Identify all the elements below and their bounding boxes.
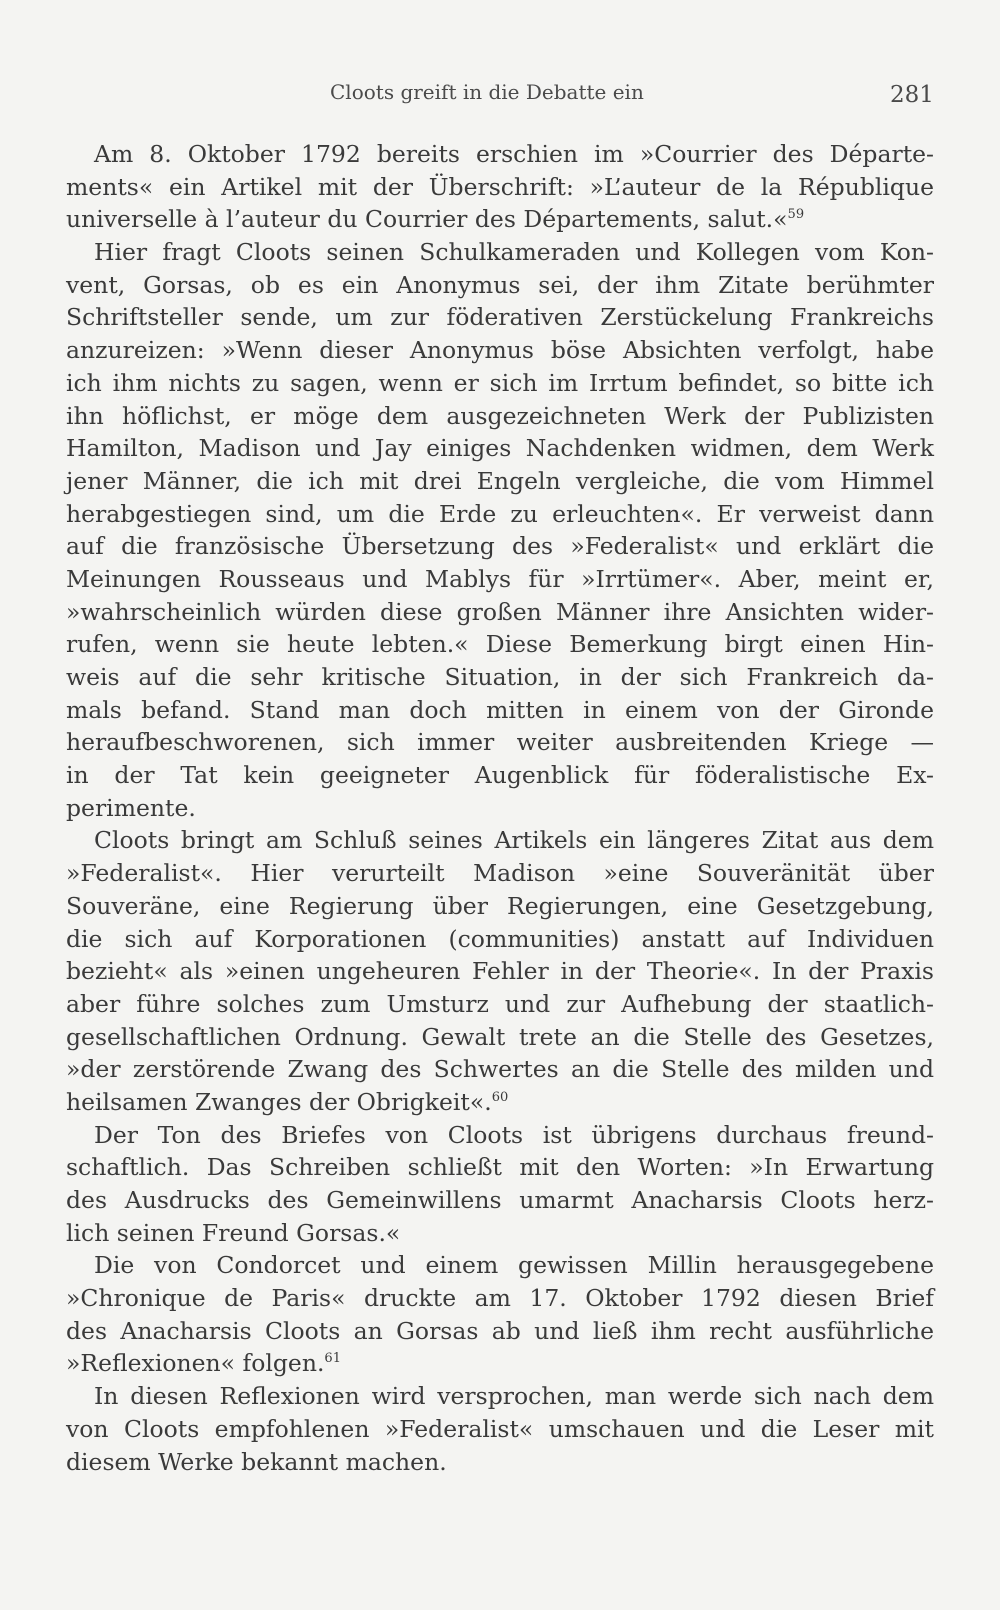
text-line-content: Schriftsteller sende, um zur föderativen Zerstückelung Frankreichs — [66, 303, 934, 332]
text-line — [66, 694, 934, 727]
text-line — [66, 334, 934, 367]
text-line — [66, 563, 934, 596]
text-line — [66, 759, 934, 792]
text-line-content: herabgestiegen sind, um die Erde zu erleuchten«. Er verweist dann — [66, 499, 934, 528]
text-line-content: »Reflexionen« folgen. — [66, 1349, 325, 1378]
text-line-content: mals befand. Stand man doch mitten in einem von der Gironde — [66, 695, 934, 724]
text-line — [66, 628, 934, 661]
text-line-content: universelle à l’auteur du Courrier des Départements, salut.« — [66, 205, 788, 234]
text-line-content: »der zerstörende Zwang des Schwertes an die Stelle des milden und — [66, 1055, 934, 1084]
text-line — [66, 498, 934, 531]
text-line — [66, 1086, 934, 1119]
text-line-content: Die von Condorcet und einem gewissen Millin herausgegebene — [94, 1251, 934, 1280]
text-line-content: Hier fragt Cloots seinen Schulkameraden und Kollegen vom Kon- — [94, 238, 934, 267]
text-line-content: von Cloots empfohlenen »Federalist« umschauen und die Leser mit — [66, 1414, 934, 1443]
text-line — [66, 1184, 934, 1217]
footnote-marker: 61 — [324, 1351, 341, 1367]
body-text — [66, 138, 934, 1478]
running-title: Cloots greift in die Debatte ein — [330, 80, 644, 104]
text-line-content: in der Tat kein geeigneter Augenblick für föderalistische Ex- — [66, 761, 934, 790]
text-line-content: schaftlich. Das Schreiben schließt mit den Worten: »In Erwartung — [66, 1153, 934, 1182]
text-line — [66, 890, 934, 923]
text-line-content: rufen, wenn sie heute lebten.« Diese Bemerkung birgt einen Hin- — [66, 630, 934, 659]
text-line-content: bezieht« als »einen ungeheuren Fehler in der Theorie«. In der Praxis — [66, 957, 934, 986]
text-line-content: heilsamen Zwanges der Obrigkeit«. — [66, 1087, 492, 1116]
text-line — [66, 138, 934, 171]
text-line-content: des Ausdrucks des Gemeinwillens umarmt Anacharsis Cloots herz- — [66, 1186, 934, 1214]
text-line — [66, 726, 934, 759]
text-line — [66, 661, 934, 694]
text-line-content: In diesen Reflexionen wird versprochen, man werde sich nach dem — [94, 1382, 934, 1411]
text-line — [66, 1380, 934, 1413]
text-line-content: lich seinen Freund Gorsas.« — [66, 1218, 401, 1247]
text-line-content: gesellschaftlichen Ordnung. Gewalt trete an die Stelle des Gesetzes, — [66, 1022, 934, 1051]
text-line — [66, 465, 934, 498]
text-line — [66, 203, 934, 236]
footnote-marker: 60 — [491, 1089, 509, 1105]
text-line-content: »wahrscheinlich würden diese großen Männer ihre Ansichten wider- — [66, 597, 934, 626]
text-line — [66, 432, 934, 465]
text-line-content: Hamilton, Madison und Jay einiges Nachdenken widmen, dem Werk — [66, 434, 934, 463]
text-line-content: anzureizen: »Wenn dieser Anonymus böse Absichten verfolgt, habe — [66, 336, 934, 365]
text-line-content: Meinungen Rousseaus und Mablys für »Irrtümer«. Aber, meint er, — [66, 564, 934, 593]
text-line-content: perimente. — [66, 793, 196, 822]
text-line — [66, 596, 934, 629]
text-line-content: Am 8. Oktober 1792 bereits erschien im »Courrier des Départe- — [94, 140, 934, 168]
text-line-content: »Federalist«. Hier verurteilt Madison »eine Souveränität über — [66, 859, 934, 888]
text-line — [66, 955, 934, 988]
text-line-content: ihn höflichst, er möge dem ausgezeichneten Werk der Publizisten — [66, 401, 934, 430]
text-line — [66, 1446, 934, 1479]
text-line — [66, 1249, 934, 1282]
text-line — [66, 1119, 934, 1152]
text-line-content: ments« ein Artikel mit der Überschrift: »L’auteur de la République — [66, 172, 934, 201]
text-line — [66, 1413, 934, 1446]
text-line-content: Cloots bringt am Schluß seines Artikels ein längeres Zitat aus dem — [94, 826, 934, 855]
text-line — [66, 1347, 934, 1380]
text-line — [66, 301, 934, 334]
text-line-content: »Chronique de Paris« druckte am 17. Oktober 1792 diesen Brief — [66, 1284, 934, 1313]
text-line — [66, 1282, 934, 1315]
text-line-content: aber führe solches zum Umsturz und zur Aufhebung der staatlich- — [66, 989, 934, 1018]
text-line — [66, 236, 934, 269]
text-line — [66, 792, 934, 825]
text-line-content: Souveräne, eine Regierung über Regierungen, eine Gesetzgebung, — [66, 891, 934, 920]
text-line-content: des Anacharsis Cloots an Gorsas ab und ließ ihm recht ausführliche — [66, 1316, 934, 1345]
text-line — [66, 367, 934, 400]
text-line — [66, 171, 934, 204]
text-line-content: weis auf die sehr kritische Situation, in der sich Frankreich da- — [66, 663, 934, 691]
footnote-marker: 59 — [787, 207, 805, 223]
text-line — [66, 269, 934, 302]
text-line — [66, 530, 934, 563]
text-line-content: ich ihm nichts zu sagen, wenn er sich im Irrtum befindet, so bitte ich — [66, 368, 934, 397]
text-line — [66, 988, 934, 1021]
text-line — [66, 923, 934, 956]
text-line — [66, 1053, 934, 1086]
text-line-content: jener Männer, die ich mit drei Engeln vergleiche, die vom Himmel — [66, 466, 934, 495]
text-line — [66, 1217, 934, 1250]
text-line — [66, 857, 934, 890]
text-line — [66, 824, 934, 857]
text-line — [66, 1315, 934, 1348]
text-line — [66, 400, 934, 433]
text-line-content: die sich auf Korporationen (communities) anstatt auf Individuen — [66, 924, 934, 953]
text-line — [66, 1021, 934, 1054]
text-line-content: auf die französische Übersetzung des »Federalist« und erklärt die — [66, 532, 934, 561]
text-line-content: heraufbeschworenen, sich immer weiter ausbreitenden Kriege — — [66, 728, 934, 757]
page-number: 281 — [890, 82, 934, 108]
text-line-content: vent, Gorsas, ob es ein Anonymus sei, der ihm Zitate berühmter — [66, 270, 934, 299]
text-line — [66, 1151, 934, 1184]
text-line-content: Der Ton des Briefes von Cloots ist übrigens durchaus freund- — [94, 1120, 934, 1149]
text-line-content: diesem Werke bekannt machen. — [66, 1447, 447, 1476]
